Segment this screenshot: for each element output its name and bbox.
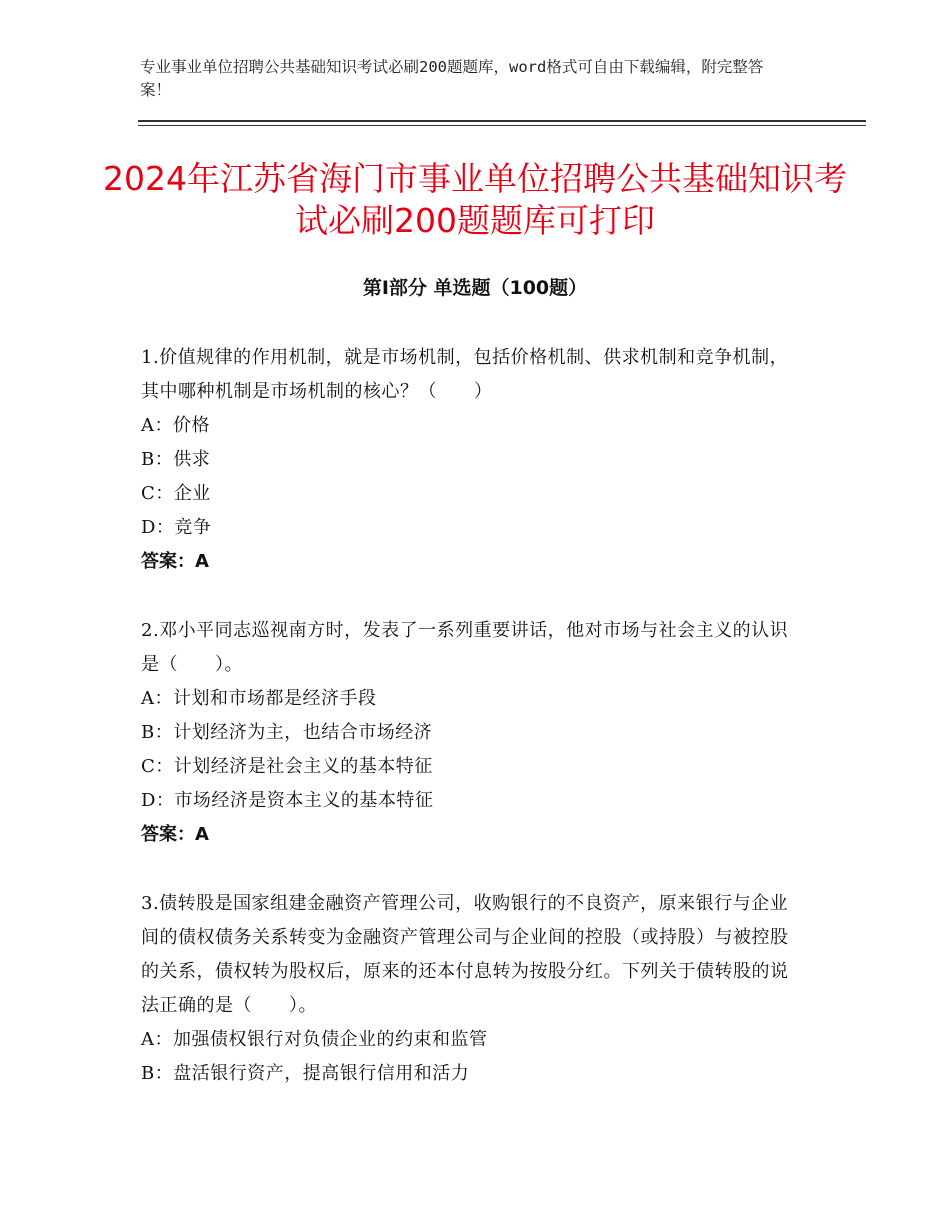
- option-a: A：加强债权银行对负债企业的约束和监管: [141, 1029, 488, 1050]
- question-1: [141, 341, 801, 579]
- option-b: B：盘活银行资产，提高银行信用和活力: [141, 1063, 470, 1084]
- option-b: B：供求: [141, 449, 211, 470]
- section-title: 第Ⅰ部分 单选题（100题）: [362, 277, 588, 299]
- question-text: 1.价值规律的作用机制，就是市场机制，包括价格机制、供求机制和竞争机制，其中哪种机制是市场机制的核心？（ ）: [141, 347, 789, 402]
- question-text: 3.债转股是国家组建金融资产管理公司，收购银行的不良资产，原来银行与企业间的债权债务关系转变为金融资产管理公司与企业间的控股（或持股）与被控股的关系，债权转为股权后，原来的还本付息转为按股分红。下列关于债转股的说法正确的是（ ）。: [141, 893, 789, 1016]
- question-2: [141, 614, 801, 852]
- question-3: [141, 887, 801, 1091]
- option-c: C：计划经济是社会主义的基本特征: [141, 756, 433, 777]
- question-text: 2.邓小平同志巡视南方时，发表了一系列重要讲话，他对市场与社会主义的认识是（ ）。: [141, 620, 789, 675]
- header-rule-thin: [138, 125, 866, 126]
- header-rule-thick: [138, 120, 866, 122]
- header-note: 专业事业单位招聘公共基础知识考试必刷200题题库，word格式可自由下载编辑，附完整答案！: [140, 58, 764, 99]
- answer-label: 答案：A: [141, 824, 209, 845]
- option-b: B：计划经济为主，也结合市场经济: [141, 722, 433, 743]
- question-list: [141, 341, 801, 1126]
- option-d: D：竞争: [141, 517, 212, 538]
- answer-label: 答案：A: [141, 551, 209, 572]
- option-c: C：企业: [141, 483, 211, 504]
- document-title: 2024年江苏省海门市事业单位招聘公共基础知识考试必刷200题题库可打印: [103, 159, 847, 240]
- option-a: A：计划和市场都是经济手段: [141, 688, 377, 709]
- option-d: D：市场经济是资本主义的基本特征: [141, 790, 434, 811]
- option-a: A：价格: [141, 415, 210, 436]
